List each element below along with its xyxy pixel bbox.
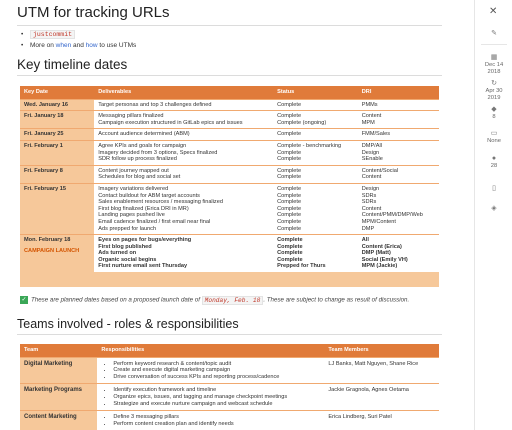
column-header: Status [273, 86, 358, 99]
utm-more-item: • More on when and how to use UTMs [30, 40, 136, 51]
table-row: Fri. January 18 Messaging pillars finalized Campaign execution structured in GitLab epics and issues Complete Complete (ongoing) Content MPM [20, 111, 439, 129]
heading-teams: Teams involved - roles & responsibilities [17, 317, 239, 331]
campaign-launch-label: CAMPAIGN LAUNCH [24, 247, 80, 254]
when-link[interactable]: when [55, 42, 72, 49]
folder-icon: ▭ [490, 130, 498, 137]
table-row: Digital Marketing • Perform keyword research & content/topic audit • Create and execute digital marketing campaign • Drive conversation of success KPIs and reporting process/cadence LJ Banks, Matt Nguyen, Shane Rice [20, 357, 439, 384]
check-icon: ✓ [21, 297, 27, 303]
table-row: Fri. February 8 Content journey mapped out Schedules for blog and social set Complete Complete Content/Social Content [20, 165, 439, 183]
table-row: Fri. January 25 Account audience determined (ABM) Complete FMM/Sales [20, 129, 439, 141]
created-date: ▦ Dec 14 2018 [475, 54, 512, 76]
column-header: Deliverables [94, 86, 273, 99]
column-header: Responsibilities [97, 344, 324, 357]
how-link[interactable]: how [85, 42, 98, 49]
revisions[interactable]: ◆ 8 [475, 106, 512, 121]
utm-list [20, 29, 136, 51]
table-row: Content Marketing • Define 3 messaging pillars • Perform content creation plan and identify needs Erica Lindberg, Suri Patel [20, 411, 439, 430]
contributors[interactable]: ● 28 [475, 155, 512, 170]
users-icon: ● [491, 155, 497, 162]
calendar-icon: ▦ [490, 54, 498, 61]
right-sidebar [474, 0, 512, 430]
close-icon[interactable]: ✕ [489, 6, 498, 17]
heading-key-timeline: Key timeline dates [17, 57, 128, 72]
category[interactable]: ▭ None [475, 130, 512, 145]
table-row: Mon. February 18 CAMPAIGN LAUNCH Eyes on pages for bugs/everything First blog published Ads turned on Organic social begins First nurture email sent Thursday Complete Complete Complete Complete Prepped for Thurs All Content (Erica) DMP (Matt) Social (Emily VH) MPM (Jackie) [20, 235, 439, 272]
table-row: Marketing Programs • Identify execution framework and timeline • Organize epics, issues, and tagging and manage checkpoint meetings • Strategize and execute nurture campaign and webcast schedule Jackie Gragnola, Agnes Oetama [20, 384, 439, 411]
launch-note: ✓ These are planned dates based on a proposed launch date of Monday, Feb. 18 . These are subject to change as result of discussion. [21, 296, 410, 304]
divider [17, 75, 442, 76]
shield-icon[interactable]: ◈ [491, 205, 497, 212]
timeline-table [20, 86, 439, 287]
table-row: Fri. February 1 Agree KPIs and goals for campaign Imagery decided from 3 options, Specs finalized SDR follow up process finalized Complete - benchmarking Complete Complete DMP/All Design SEnable [20, 140, 439, 165]
divider [17, 334, 442, 335]
table-row: Wed. January 16 Target personas and top 3 challenges defined Complete PMMs [20, 99, 439, 111]
utm-code-item [30, 29, 136, 40]
divider [17, 25, 442, 26]
edit-icon[interactable]: ✎ [491, 30, 497, 37]
utm-code: justcommit [30, 30, 75, 39]
bookmark-icon[interactable]: ▯ [492, 185, 496, 192]
column-header: Team [20, 344, 97, 357]
heading-utm: UTM for tracking URLs [17, 4, 170, 21]
table-row: Fri. February 15 Imagery variations delivered Contact buildout for ABM target accounts Sales enablement resources / messaging finalized First blog finalized (Erica DRI in MR) Landing pages pushed live Email cadence finalized / first email near final Ads prepped for launch Complete Complete Complete Complete Complete Complete Complete Design SDRs SDRs Content Content/PMM/DMP/Web MPM/Content DMP [20, 183, 439, 234]
revision-icon: ◆ [491, 106, 497, 113]
column-header: Key Date [20, 86, 94, 99]
updated-date: ↻ Apr 30 2019 [475, 80, 512, 102]
history-icon: ↻ [491, 80, 497, 87]
column-header: DRI [358, 86, 439, 99]
column-header: Team Members [324, 344, 439, 357]
teams-table [20, 344, 439, 430]
